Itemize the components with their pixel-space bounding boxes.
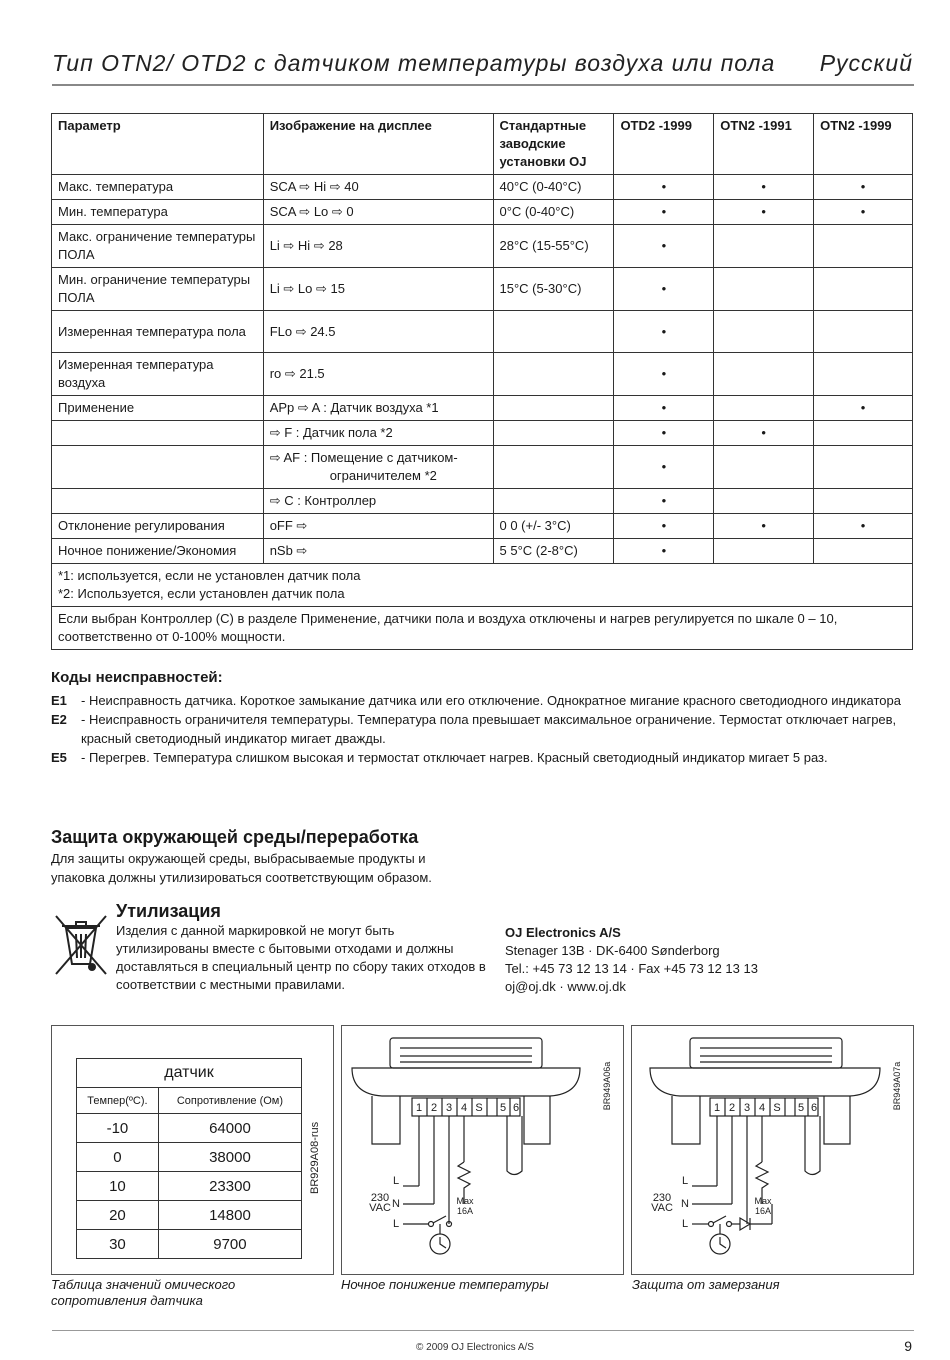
row-mark xyxy=(814,489,913,514)
row-display: oFF ⇨ xyxy=(263,514,493,539)
neutral-label: N xyxy=(681,1198,689,1210)
row-mark: • xyxy=(814,396,913,421)
row-param: Применение xyxy=(52,396,264,421)
vac-label: VAC xyxy=(369,1202,391,1214)
header-model-otn2-1991: OTN2 -1991 xyxy=(714,114,814,175)
row-mark: • xyxy=(714,421,814,446)
row-mark: • xyxy=(614,311,714,353)
max-label: Max xyxy=(456,1196,474,1206)
row-mark: • xyxy=(614,446,714,489)
row-mark xyxy=(814,539,913,564)
row-default xyxy=(493,489,614,514)
row-display: SCA ⇨ Lo ⇨ 0 xyxy=(263,200,493,225)
header-model-otn2-1999: OTN2 -1999 xyxy=(814,114,913,175)
caption-night-setback: Ночное понижение температуры xyxy=(341,1277,549,1292)
row-display: FLo ⇨ 24.5 xyxy=(263,311,493,353)
header-default: Стандартные заводские установки OJ xyxy=(493,114,614,175)
row-param xyxy=(52,489,264,514)
row-default: 40°C (0-40°C) xyxy=(493,175,614,200)
row-param xyxy=(52,446,264,489)
terminal-label: 3 xyxy=(445,1102,453,1114)
row-mark xyxy=(714,396,814,421)
row-default: 0 0 (+/- 3°C) xyxy=(493,514,614,539)
row-display: Li ⇨ Lo ⇨ 15 xyxy=(263,268,493,311)
table-row xyxy=(52,175,913,200)
line-l-label: L xyxy=(681,1175,689,1187)
table-row xyxy=(52,446,913,489)
row-default xyxy=(493,396,614,421)
row-display: APp ⇨ A : Датчик воздуха *1 xyxy=(263,396,493,421)
terminal-label: 2 xyxy=(728,1102,736,1114)
fault-codes-title: Коды неисправностей: xyxy=(51,669,223,686)
row-param: Мин. температура xyxy=(52,200,264,225)
fault-code: E1 xyxy=(51,693,67,708)
row-mark xyxy=(814,225,913,268)
row-mark: • xyxy=(714,175,814,200)
table-row xyxy=(52,268,913,311)
row-display: SCA ⇨ Hi ⇨ 40 xyxy=(263,175,493,200)
environment-title: Защита окружающей среды/переработка xyxy=(51,827,419,847)
sensor-temp: 10 xyxy=(77,1172,159,1201)
fault-code-item xyxy=(51,748,913,767)
row-mark xyxy=(714,311,814,353)
row-mark: • xyxy=(614,539,714,564)
row-mark: • xyxy=(614,268,714,311)
row-default xyxy=(493,311,614,353)
row-mark xyxy=(714,446,814,489)
line-l-label: L xyxy=(681,1218,689,1230)
environment-text: Для защиты окружающей среды, выбрасываемые продукты и упаковка должны утилизироваться соответствующим образом. xyxy=(51,851,432,885)
row-display: nSb ⇨ xyxy=(263,539,493,564)
sensor-resistance: 38000 xyxy=(158,1143,301,1172)
sensor-resistance: 23300 xyxy=(158,1172,301,1201)
table-row xyxy=(52,396,913,421)
diagram-code: BR949A07a xyxy=(892,1061,902,1111)
footer-copyright: © 2009 OJ Electronics A/S xyxy=(416,1342,534,1353)
row-display: ro ⇨ 21.5 xyxy=(263,353,493,396)
company-phone: Tel.: +45 73 12 13 14 · Fax +45 73 12 13 13 xyxy=(505,961,758,976)
language-label: Русский xyxy=(819,50,913,76)
table-row xyxy=(52,489,913,514)
table-notes-row xyxy=(52,564,913,607)
sensor-resistance: 9700 xyxy=(158,1230,301,1259)
table-row xyxy=(52,200,913,225)
fault-codes-section xyxy=(51,668,913,767)
row-param: Макс. температура xyxy=(52,175,264,200)
vac-label: VAC xyxy=(651,1202,673,1214)
sensor-col-resistance: Сопротивление (Ом) xyxy=(158,1088,301,1114)
sensor-figure-code xyxy=(304,1058,324,1198)
frost-protection-wiring-diagram xyxy=(631,1025,914,1275)
row-mark: • xyxy=(614,200,714,225)
row-mark: • xyxy=(614,421,714,446)
company-address: Stenager 13B · DK-6400 Sønderborg xyxy=(505,943,720,958)
table-row xyxy=(52,514,913,539)
disposal-section xyxy=(116,902,486,994)
caption-sensor-table xyxy=(51,1277,331,1309)
sensor-temp: 30 xyxy=(77,1230,159,1259)
environment-section xyxy=(51,828,911,887)
table-header-row xyxy=(52,114,913,175)
company-info xyxy=(505,924,905,996)
company-web: oj@oj.dk · www.oj.dk xyxy=(505,979,626,994)
row-mark: • xyxy=(614,353,714,396)
header-model-otd2-1999: OTD2 -1999 xyxy=(614,114,714,175)
row-mark: • xyxy=(814,175,913,200)
sensor-resistance: 14800 xyxy=(158,1201,301,1230)
row-display xyxy=(263,446,493,489)
table-row xyxy=(52,353,913,396)
disposal-title: Утилизация xyxy=(116,901,221,921)
footer-divider xyxy=(52,1330,914,1331)
table-controller-note-row xyxy=(52,607,913,650)
diagram-code: BR949A06a xyxy=(602,1061,612,1111)
terminal-label: 5 xyxy=(499,1102,507,1114)
row-display: ⇨ F : Датчик пола *2 xyxy=(263,421,493,446)
row-mark xyxy=(714,353,814,396)
amp-label: 16A xyxy=(754,1206,772,1216)
parameter-table xyxy=(51,113,913,650)
line-l-label: L xyxy=(392,1218,400,1230)
terminal-label: 1 xyxy=(713,1102,721,1114)
row-display-line1: ⇨ AF : Помещение с датчиком- xyxy=(269,450,458,465)
sensor-table xyxy=(76,1058,302,1259)
row-mark xyxy=(814,353,913,396)
terminal-label: 5 xyxy=(797,1102,805,1114)
row-default: 5 5°C (2-8°C) xyxy=(493,539,614,564)
table-row xyxy=(52,539,913,564)
line-l-label: L xyxy=(392,1175,400,1187)
fault-text: - Перегрев. Температура слишком высокая и термостат отключает нагрев. Красный светодиодный индикатор мигает 5 раз. xyxy=(81,750,828,765)
weee-crossed-bin-icon xyxy=(52,912,108,976)
row-default: 28°C (15-55°C) xyxy=(493,225,614,268)
note-1: *1: используется, если не установлен датчик пола xyxy=(58,568,361,583)
table-row xyxy=(52,311,913,353)
row-param: Отклонение регулирования xyxy=(52,514,264,539)
row-default: 0°C (0-40°C) xyxy=(493,200,614,225)
row-param: Мин. ограничение температуры ПОЛА xyxy=(52,268,264,311)
caption-line: сопротивления датчика xyxy=(51,1293,203,1308)
sensor-temp: -10 xyxy=(77,1114,159,1143)
row-mark: • xyxy=(714,200,814,225)
row-mark: • xyxy=(714,514,814,539)
row-default xyxy=(493,353,614,396)
terminal-label: 6 xyxy=(810,1102,818,1114)
page-title: Тип OTN2/ OTD2 с датчиком температуры воздуха или пола xyxy=(52,50,776,76)
terminal-label: 2 xyxy=(430,1102,438,1114)
row-display-line2: ограничителем *2 xyxy=(329,468,437,483)
sensor-resistance-figure xyxy=(51,1025,334,1275)
terminal-label: 4 xyxy=(758,1102,766,1114)
row-param: Измеренная температура пола xyxy=(52,311,264,353)
amp-label: 16A xyxy=(456,1206,474,1216)
row-param: Измеренная температура воздуха xyxy=(52,353,264,396)
row-mark xyxy=(814,311,913,353)
row-mark: • xyxy=(814,200,913,225)
sensor-col-temp: Темпер(ºC). xyxy=(77,1088,159,1114)
sensor-figure-code-text: BR929A08-rus xyxy=(309,1121,321,1194)
sensor-temp: 0 xyxy=(77,1143,159,1172)
row-param: Макс. ограничение температуры ПОЛА xyxy=(52,225,264,268)
row-mark xyxy=(714,489,814,514)
row-mark xyxy=(814,421,913,446)
row-mark xyxy=(714,539,814,564)
row-mark xyxy=(714,268,814,311)
row-display: ⇨ C : Контроллер xyxy=(263,489,493,514)
company-name: OJ Electronics A/S xyxy=(505,925,621,940)
table-row xyxy=(52,225,913,268)
row-mark xyxy=(814,268,913,311)
header-display: Изображение на дисплее xyxy=(263,114,493,175)
row-param xyxy=(52,421,264,446)
fault-code-item xyxy=(51,691,913,710)
voltage-label: 230 xyxy=(370,1192,390,1204)
fault-code: E5 xyxy=(51,750,67,765)
neutral-label: N xyxy=(392,1198,400,1210)
controller-note: Если выбран Контроллер (С) в разделе Применение, датчики пола и воздуха отключены и нагрев регулируется по шкале 0 – 10, соответственно от 0-100% мощности. xyxy=(52,607,913,650)
night-setback-wiring-diagram xyxy=(341,1025,624,1275)
row-default xyxy=(493,421,614,446)
caption-line: Таблица значений омического xyxy=(51,1277,236,1292)
row-mark: • xyxy=(614,225,714,268)
sensor-resistance: 64000 xyxy=(158,1114,301,1143)
table-row xyxy=(52,421,913,446)
row-default: 15°C (5-30°C) xyxy=(493,268,614,311)
terminal-label: S xyxy=(773,1102,781,1114)
sensor-table-title: датчик xyxy=(77,1059,302,1088)
fault-code: E2 xyxy=(51,712,67,727)
row-display: Li ⇨ Hi ⇨ 28 xyxy=(263,225,493,268)
caption-frost-protection: Защита от замерзания xyxy=(632,1277,780,1292)
row-default xyxy=(493,446,614,489)
note-2: *2: Используется, если установлен датчик пола xyxy=(58,586,345,601)
row-mark: • xyxy=(614,514,714,539)
page-number: 9 xyxy=(904,1338,912,1354)
terminal-label: 1 xyxy=(415,1102,423,1114)
terminal-label: 6 xyxy=(512,1102,520,1114)
row-mark: • xyxy=(614,396,714,421)
sensor-temp: 20 xyxy=(77,1201,159,1230)
row-mark: • xyxy=(814,514,913,539)
max-label: Max xyxy=(754,1196,772,1206)
header-divider xyxy=(52,84,914,86)
header-param: Параметр xyxy=(52,114,264,175)
disposal-text: Изделия с данной маркировкой не могут быть утилизированы вместе с бытовыми отходами и должны доставляться в специальный центр по сбору таких отходов в соответствии с местными правилами. xyxy=(116,923,486,992)
row-mark xyxy=(814,446,913,489)
fault-text: - Неисправность датчика. Короткое замыкание датчика или его отключение. Однократное мигание красного светодиодного индикатора xyxy=(81,693,901,708)
row-mark: • xyxy=(614,175,714,200)
row-param: Ночное понижение/Экономия xyxy=(52,539,264,564)
fault-code-item xyxy=(51,710,913,748)
terminal-label: 4 xyxy=(460,1102,468,1114)
voltage-label: 230 xyxy=(652,1192,672,1204)
fault-text: - Неисправность ограничителя температуры. Температура пола превышает максимальное ограничение. Термостат отключает нагрев, красный светодиодный индикатор мигает дважды. xyxy=(81,712,897,746)
row-mark xyxy=(714,225,814,268)
terminal-label: 3 xyxy=(743,1102,751,1114)
terminal-label: S xyxy=(475,1102,483,1114)
row-mark: • xyxy=(614,489,714,514)
